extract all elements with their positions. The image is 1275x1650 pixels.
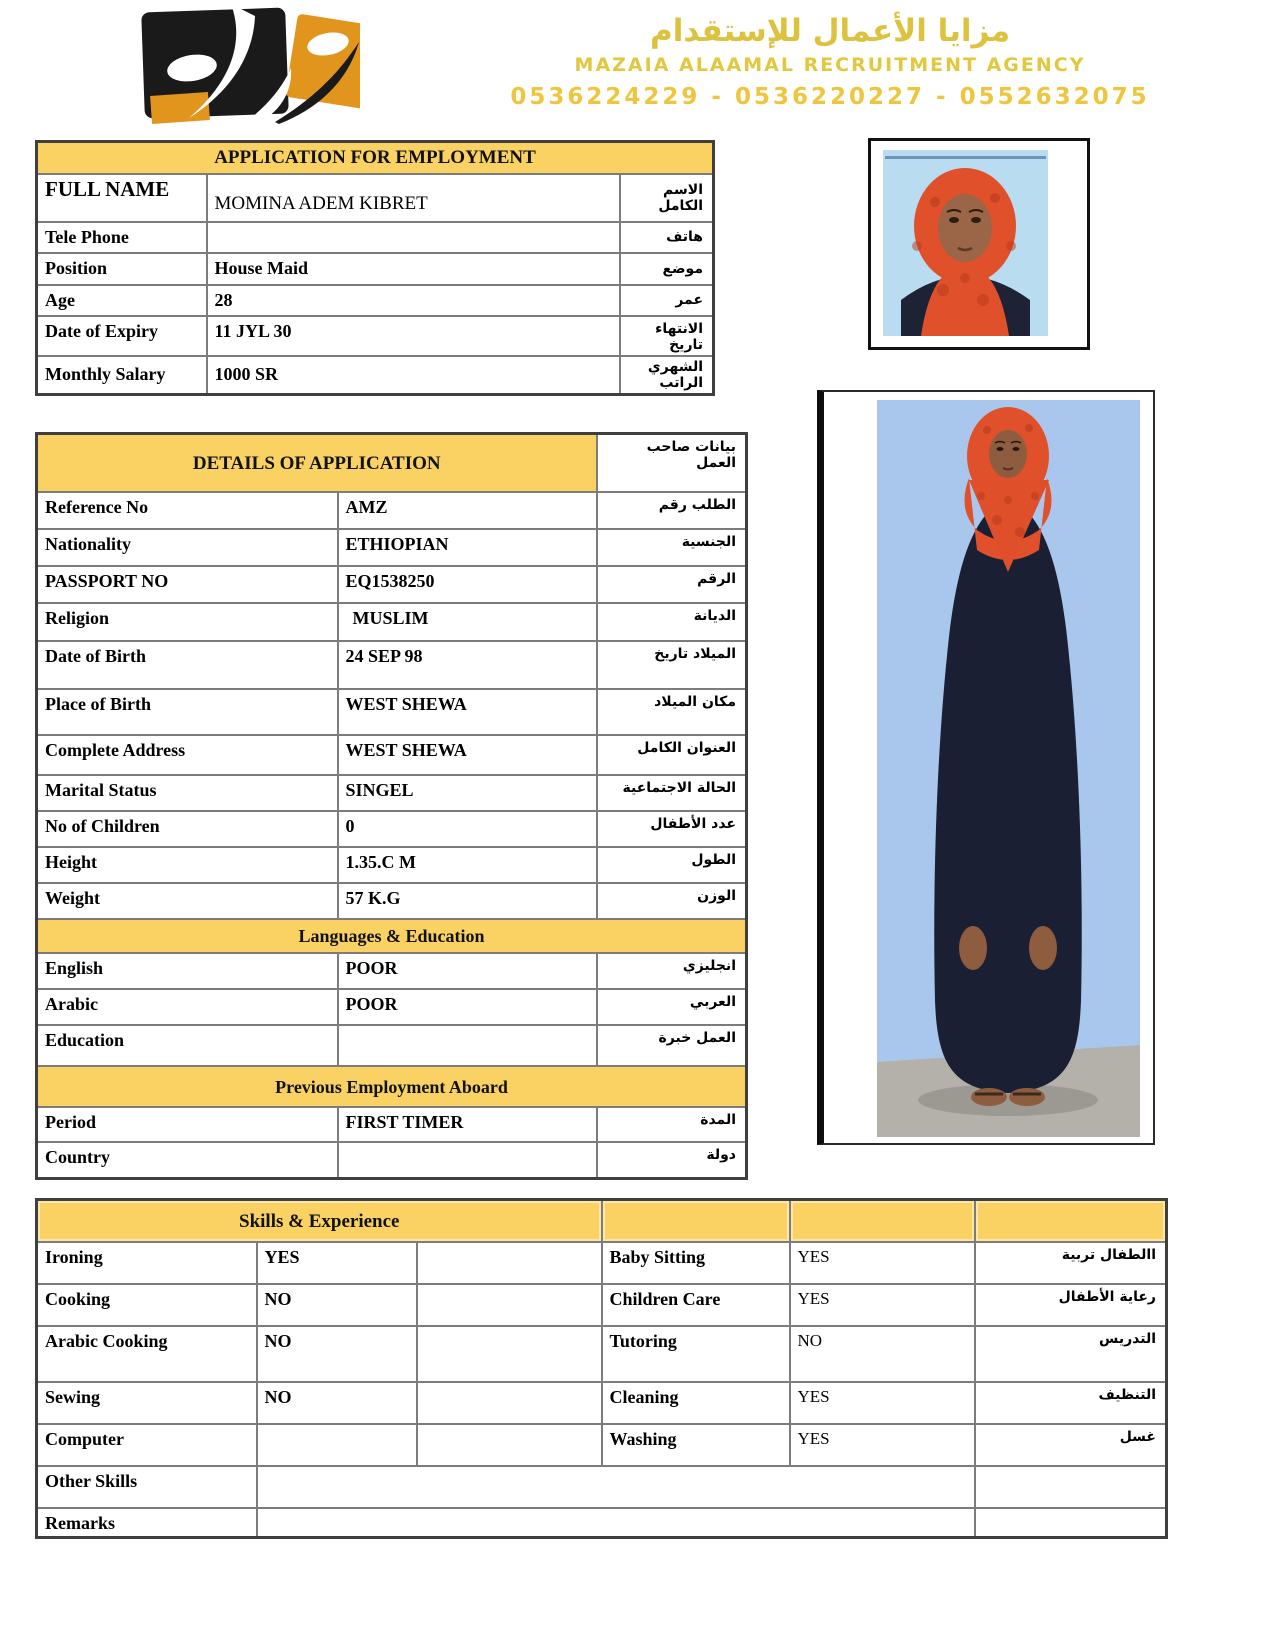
complete-address-value: WEST SHEWA bbox=[338, 735, 597, 775]
date-of-expiry-label: Date of Expiry bbox=[37, 316, 207, 356]
empty-header-cell bbox=[602, 1200, 790, 1242]
height-value: 1.35.C M bbox=[338, 847, 597, 883]
washing-label-arabic: غسل bbox=[975, 1424, 1167, 1466]
baby-sitting-value: YES bbox=[790, 1242, 975, 1284]
baby-sitting-label-arabic: االطفال تربية bbox=[975, 1242, 1167, 1284]
agency-logo bbox=[115, 4, 360, 126]
ironing-label: Ironing bbox=[37, 1242, 257, 1284]
washing-value: YES bbox=[790, 1424, 975, 1466]
applicant-passport-photo bbox=[868, 138, 1090, 350]
agency-name-english: MAZAIA ALAAMAL RECRUITMENT AGENCY bbox=[574, 54, 1086, 77]
education-value bbox=[338, 1025, 597, 1066]
cleaning-value: YES bbox=[790, 1382, 975, 1424]
computer-value bbox=[257, 1424, 417, 1466]
tutoring-label: Tutoring bbox=[602, 1326, 790, 1382]
tele-phone-value bbox=[207, 222, 620, 253]
reference-no-value: AMZ bbox=[338, 492, 597, 529]
remarks-value bbox=[257, 1508, 975, 1538]
empty-header-cell bbox=[790, 1200, 975, 1242]
weight-label-arabic: الوزن bbox=[597, 883, 747, 919]
empty-cell bbox=[417, 1326, 602, 1382]
period-label-arabic: المدة bbox=[597, 1107, 747, 1142]
full-name-value: MOMINA ADEM KIBRET bbox=[207, 174, 620, 222]
agency-logo-graphic bbox=[115, 4, 360, 126]
country-label: Country bbox=[37, 1142, 338, 1179]
washing-label: Washing bbox=[602, 1424, 790, 1466]
date-of-expiry-value: 11 JYL 30 bbox=[207, 316, 620, 356]
empty-cell bbox=[417, 1284, 602, 1326]
tele-phone-label: Tele Phone bbox=[37, 222, 207, 253]
marital-status-value: SINGEL bbox=[338, 775, 597, 811]
application-table-title: APPLICATION FOR EMPLOYMENT bbox=[37, 142, 714, 174]
tele-phone-label-arabic: هاتف bbox=[620, 222, 714, 253]
weight-value: 57 K.G bbox=[338, 883, 597, 919]
place-of-birth-value: WEST SHEWA bbox=[338, 689, 597, 735]
position-label: Position bbox=[37, 253, 207, 285]
baby-sitting-label: Baby Sitting bbox=[602, 1242, 790, 1284]
age-value: 28 bbox=[207, 285, 620, 316]
no-of-children-value: 0 bbox=[338, 811, 597, 847]
empty-cell bbox=[417, 1382, 602, 1424]
skills-experience-table bbox=[35, 1198, 1168, 1539]
remarks-label: Remarks bbox=[37, 1508, 257, 1538]
english-label: English bbox=[37, 953, 338, 989]
period-label: Period bbox=[37, 1107, 338, 1142]
details-of-application-table bbox=[35, 432, 748, 1180]
children-care-value: YES bbox=[790, 1284, 975, 1326]
complete-address-label: Complete Address bbox=[37, 735, 338, 775]
arabic-cooking-label: Arabic Cooking bbox=[37, 1326, 257, 1382]
tutoring-value: NO bbox=[790, 1326, 975, 1382]
height-label: Height bbox=[37, 847, 338, 883]
empty-cell bbox=[417, 1424, 602, 1466]
height-label-arabic: الطول bbox=[597, 847, 747, 883]
no-of-children-label: No of Children bbox=[37, 811, 338, 847]
computer-label: Computer bbox=[37, 1424, 257, 1466]
languages-education-title: Languages & Education bbox=[37, 919, 747, 953]
passport-no-label: PASSPORT NO bbox=[37, 566, 338, 603]
marital-status-label: Marital Status bbox=[37, 775, 338, 811]
previous-employment-title: Previous Employment Aboard bbox=[37, 1066, 747, 1107]
place-of-birth-label: Place of Birth bbox=[37, 689, 338, 735]
complete-address-label-arabic: العنوان الكامل bbox=[597, 735, 747, 775]
date-of-birth-value: 24 SEP 98 bbox=[338, 641, 597, 689]
applicant-full-body-photo bbox=[817, 390, 1155, 1145]
full-name-label-arabic: الاسم الكامل bbox=[620, 174, 714, 222]
nationality-label: Nationality bbox=[37, 529, 338, 566]
reference-no-label: Reference No bbox=[37, 492, 338, 529]
sewing-value: NO bbox=[257, 1382, 417, 1424]
full-name-label: FULL NAME bbox=[37, 174, 207, 222]
passport-no-value: EQ1538250 bbox=[338, 566, 597, 603]
monthly-salary-value: 1000 SR bbox=[207, 356, 620, 395]
passport-no-label-arabic: الرقم bbox=[597, 566, 747, 603]
nationality-value: ETHIOPIAN bbox=[338, 529, 597, 566]
tutoring-label-arabic: التدريس bbox=[975, 1326, 1167, 1382]
monthly-salary-label-arabic: الشهري الراتب bbox=[620, 356, 714, 395]
application-table bbox=[35, 140, 715, 396]
nationality-label-arabic: الجنسية bbox=[597, 529, 747, 566]
full-body-photo-graphic bbox=[877, 400, 1140, 1137]
no-of-children-label-arabic: عدد الأطفال bbox=[597, 811, 747, 847]
agency-name-arabic: مزايا الأعمال للإستقدام bbox=[649, 13, 1011, 49]
period-value: FIRST TIMER bbox=[338, 1107, 597, 1142]
sewing-label: Sewing bbox=[37, 1382, 257, 1424]
english-label-arabic: انجليزي bbox=[597, 953, 747, 989]
arabic-label-arabic: العربي bbox=[597, 989, 747, 1025]
reference-no-label-arabic: الطلب رقم bbox=[597, 492, 747, 529]
education-label-arabic: العمل خبرة bbox=[597, 1025, 747, 1066]
position-label-arabic: موضع bbox=[620, 253, 714, 285]
children-care-label: Children Care bbox=[602, 1284, 790, 1326]
age-label-arabic: عمر bbox=[620, 285, 714, 316]
cleaning-label: Cleaning bbox=[602, 1382, 790, 1424]
details-table-title: DETAILS OF APPLICATION bbox=[37, 434, 597, 492]
religion-value: MUSLIM bbox=[338, 603, 597, 641]
weight-label: Weight bbox=[37, 883, 338, 919]
date-of-birth-label: Date of Birth bbox=[37, 641, 338, 689]
religion-label-arabic: الديانة bbox=[597, 603, 747, 641]
country-label-arabic: دولة bbox=[597, 1142, 747, 1179]
education-label: Education bbox=[37, 1025, 338, 1066]
date-of-expiry-label-arabic: الانتهاء تاريخ bbox=[620, 316, 714, 356]
religion-label: Religion bbox=[37, 603, 338, 641]
empty-cell bbox=[975, 1466, 1167, 1508]
arabic-label: Arabic bbox=[37, 989, 338, 1025]
country-value bbox=[338, 1142, 597, 1179]
ironing-value: YES bbox=[257, 1242, 417, 1284]
passport-photo-graphic bbox=[883, 150, 1048, 336]
empty-cell bbox=[417, 1242, 602, 1284]
position-value: House Maid bbox=[207, 253, 620, 285]
cooking-value: NO bbox=[257, 1284, 417, 1326]
arabic-value: POOR bbox=[338, 989, 597, 1025]
date-of-birth-label-arabic: الميلاد تاريخ bbox=[597, 641, 747, 689]
agency-phone-numbers: 0536224229 - 0536220227 - 0552632075 bbox=[510, 84, 1150, 111]
agency-brand-block bbox=[480, 14, 1180, 110]
cooking-label: Cooking bbox=[37, 1284, 257, 1326]
empty-header-cell bbox=[975, 1200, 1167, 1242]
monthly-salary-label: Monthly Salary bbox=[37, 356, 207, 395]
empty-cell bbox=[975, 1508, 1167, 1538]
marital-status-label-arabic: الحالة الاجتماعية bbox=[597, 775, 747, 811]
other-skills-value bbox=[257, 1466, 975, 1508]
english-value: POOR bbox=[338, 953, 597, 989]
age-label: Age bbox=[37, 285, 207, 316]
children-care-label-arabic: رعاية الأطفال bbox=[975, 1284, 1167, 1326]
details-table-title-arabic: بيانات صاحب العمل bbox=[597, 434, 747, 492]
arabic-cooking-value: NO bbox=[257, 1326, 417, 1382]
place-of-birth-label-arabic: مكان الميلاد bbox=[597, 689, 747, 735]
skills-table-title: Skills & Experience bbox=[37, 1200, 602, 1242]
cleaning-label-arabic: التنظيف bbox=[975, 1382, 1167, 1424]
other-skills-label: Other Skills bbox=[37, 1466, 257, 1508]
